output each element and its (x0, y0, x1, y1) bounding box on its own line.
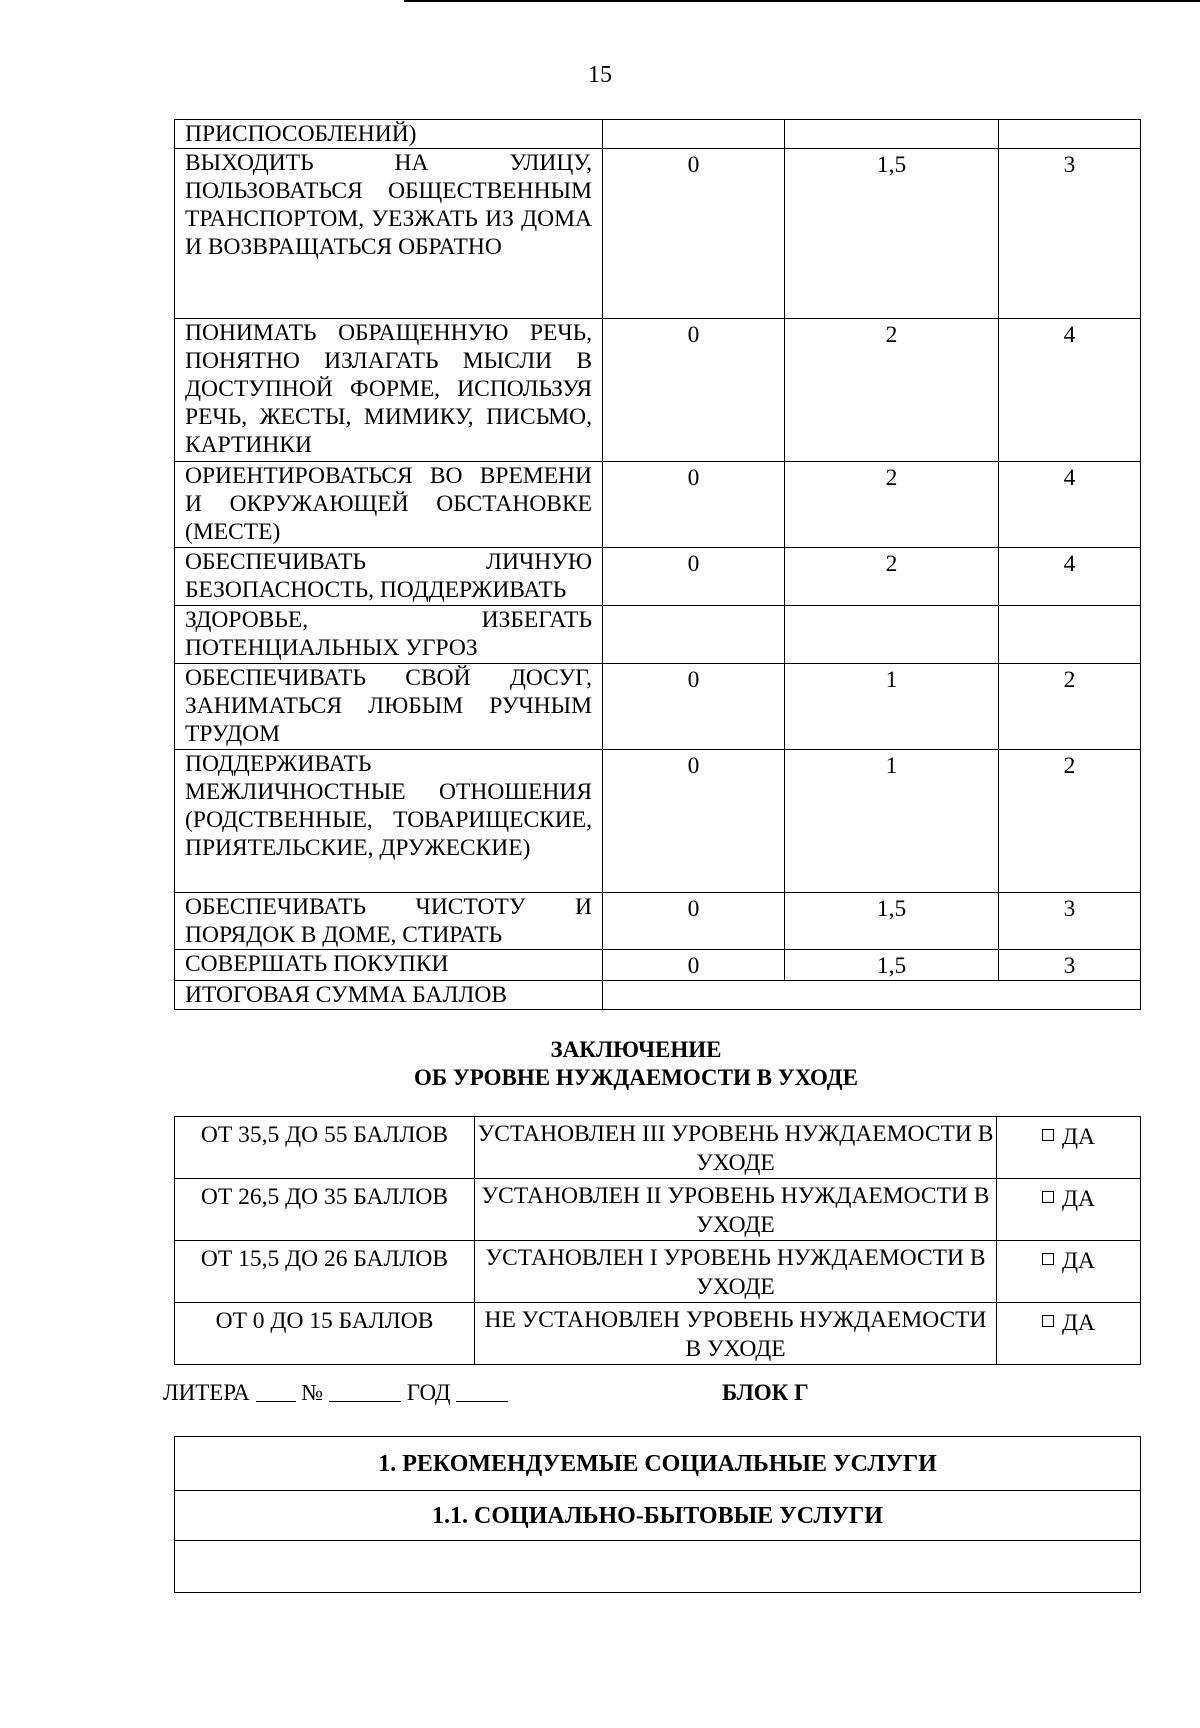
score-1: 2 (785, 462, 999, 548)
score-2 (999, 606, 1141, 664)
top-rule (404, 0, 1200, 2)
row-label: ОРИЕНТИРОВАТЬСЯ ВО ВРЕМЕНИ И ОКРУЖАЮЩЕЙ ОБСТАНОВКЕ (МЕСТЕ) (175, 462, 603, 548)
row-label: ЗДОРОВЬЕ, ИЗБЕГАТЬ ПОТЕНЦИАЛЬНЫХ УГРОЗ (175, 606, 603, 664)
conclusion-subtitle: ОБ УРОВНЕ НУЖДАЕМОСТИ В УХОДЕ (414, 1065, 858, 1090)
services-subheading: 1.1. СОЦИАЛЬНО-БЫТОВЫЕ УСЛУГИ (175, 1491, 1141, 1541)
services-heading: 1. РЕКОМЕНДУЕМЫЕ СОЦИАЛЬНЫЕ УСЛУГИ (175, 1437, 1141, 1491)
score-2: 4 (999, 319, 1141, 462)
table-row (175, 1491, 1141, 1541)
score-0 (603, 606, 785, 664)
score-1: 1 (785, 750, 999, 893)
yes-label: ДА (1061, 1248, 1095, 1274)
row-label: СОВЕРШАТЬ ПОКУПКИ (175, 950, 603, 981)
litera-field[interactable] (256, 1381, 296, 1402)
table-row (175, 1241, 1141, 1303)
total-label: ИТОГОВАЯ СУММА БАЛЛОВ (175, 981, 603, 1010)
table-row (175, 120, 1141, 149)
table-row (175, 1179, 1141, 1241)
score-1: 1,5 (785, 149, 999, 319)
checkbox-icon[interactable] (1042, 1315, 1054, 1327)
yes-option[interactable] (997, 1303, 1141, 1365)
score-1: 2 (785, 319, 999, 462)
score-0: 0 (603, 149, 785, 319)
score-1: 1,5 (785, 893, 999, 950)
score-table (174, 119, 1141, 1010)
table-row (175, 319, 1141, 462)
score-2 (999, 120, 1141, 149)
score-1: 2 (785, 548, 999, 606)
checkbox-icon[interactable] (1042, 1129, 1054, 1141)
row-label: ПРИСПОСОБЛЕНИЙ) (175, 120, 603, 149)
table-row (175, 606, 1141, 664)
score-1: 1,5 (785, 950, 999, 981)
care-level: УСТАНОВЛЕН I УРОВЕНЬ НУЖДАЕМОСТИ В УХОДЕ (475, 1241, 997, 1303)
conclusion-table (174, 1116, 1141, 1365)
table-row (175, 462, 1141, 548)
score-2: 4 (999, 462, 1141, 548)
care-level: УСТАНОВЛЕН II УРОВЕНЬ НУЖДАЕМОСТИ В УХОДЕ (475, 1179, 997, 1241)
table-row (175, 149, 1141, 319)
score-0: 0 (603, 893, 785, 950)
score-2: 3 (999, 893, 1141, 950)
score-range: ОТ 35,5 ДО 55 БАЛЛОВ (175, 1117, 475, 1179)
total-value (603, 981, 1141, 1010)
checkbox-icon[interactable] (1042, 1253, 1054, 1265)
table-row (175, 1437, 1141, 1491)
year-label: ГОД (406, 1380, 451, 1405)
score-0 (603, 120, 785, 149)
registration-line (163, 1380, 508, 1406)
score-2: 3 (999, 950, 1141, 981)
table-row (175, 548, 1141, 606)
services-table (174, 1436, 1141, 1593)
score-0: 0 (603, 548, 785, 606)
table-row (175, 664, 1141, 750)
score-0: 0 (603, 950, 785, 981)
row-label: ОБЕСПЕЧИВАТЬ СВОЙ ДОСУГ, ЗАНИМАТЬСЯ ЛЮБЫМ РУЧНЫМ ТРУДОМ (175, 664, 603, 750)
score-2: 3 (999, 149, 1141, 319)
services-body[interactable] (175, 1541, 1141, 1593)
yes-label: ДА (1061, 1310, 1095, 1336)
row-label: ПОНИМАТЬ ОБРАЩЕННУЮ РЕЧЬ, ПОНЯТНО ИЗЛАГАТЬ МЫСЛИ В ДОСТУПНОЙ ФОРМЕ, ИСПОЛЬЗУЯ РЕЧЬ, ЖЕСТЫ, МИМИКУ, ПИСЬМО, КАРТИНКИ (175, 319, 603, 462)
score-range: ОТ 15,5 ДО 26 БАЛЛОВ (175, 1241, 475, 1303)
table-row (175, 1117, 1141, 1179)
table-row (175, 1303, 1141, 1365)
score-0: 0 (603, 462, 785, 548)
score-0: 0 (603, 664, 785, 750)
score-2: 2 (999, 750, 1141, 893)
yes-option[interactable] (997, 1179, 1141, 1241)
yes-option[interactable] (997, 1117, 1141, 1179)
row-label: ПОДДЕРЖИВАТЬ МЕЖЛИЧНОСТНЫЕ ОТНОШЕНИЯ (РОДСТВЕННЫЕ, ТОВАРИЩЕСКИЕ, ПРИЯТЕЛЬСКИЕ, ДРУЖЕСКИЕ) (175, 750, 603, 893)
yes-label: ДА (1061, 1124, 1095, 1150)
yes-option[interactable] (997, 1241, 1141, 1303)
block-label: БЛОК Г (722, 1380, 809, 1405)
litera-label: ЛИТЕРА (163, 1380, 250, 1405)
care-level: УСТАНОВЛЕН III УРОВЕНЬ НУЖДАЕМОСТИ В УХОДЕ (475, 1117, 997, 1179)
table-row (175, 950, 1141, 981)
checkbox-icon[interactable] (1042, 1191, 1054, 1203)
score-0: 0 (603, 750, 785, 893)
table-row (175, 750, 1141, 893)
total-row (175, 981, 1141, 1010)
score-0: 0 (603, 319, 785, 462)
score-2: 2 (999, 664, 1141, 750)
score-2: 4 (999, 548, 1141, 606)
row-label: ОБЕСПЕЧИВАТЬ ЧИСТОТУ И ПОРЯДОК В ДОМЕ, СТИРАТЬ (175, 893, 603, 950)
number-label: № (301, 1380, 324, 1405)
table-row (175, 893, 1141, 950)
score-range: ОТ 0 ДО 15 БАЛЛОВ (175, 1303, 475, 1365)
score-1: 1 (785, 664, 999, 750)
score-1 (785, 606, 999, 664)
care-level: НЕ УСТАНОВЛЕН УРОВЕНЬ НУЖДАЕМОСТИ В УХОДЕ (475, 1303, 997, 1365)
score-1 (785, 120, 999, 149)
row-label: ОБЕСПЕЧИВАТЬ ЛИЧНУЮ БЕЗОПАСНОСТЬ, ПОДДЕРЖИВАТЬ (175, 548, 603, 606)
year-field[interactable] (456, 1381, 508, 1402)
score-range: ОТ 26,5 ДО 35 БАЛЛОВ (175, 1179, 475, 1241)
table-row (175, 1541, 1141, 1593)
number-field[interactable] (329, 1381, 401, 1402)
yes-label: ДА (1061, 1186, 1095, 1212)
row-label: ВЫХОДИТЬ НА УЛИЦУ, ПОЛЬЗОВАТЬСЯ ОБЩЕСТВЕННЫМ ТРАНСПОРТОМ, УЕЗЖАТЬ ИЗ ДОМА И ВОЗВРАЩАТЬСЯ ОБРАТНО (175, 149, 603, 319)
conclusion-title: ЗАКЛЮЧЕНИЕ (550, 1037, 722, 1062)
page-number: 15 (588, 62, 612, 88)
